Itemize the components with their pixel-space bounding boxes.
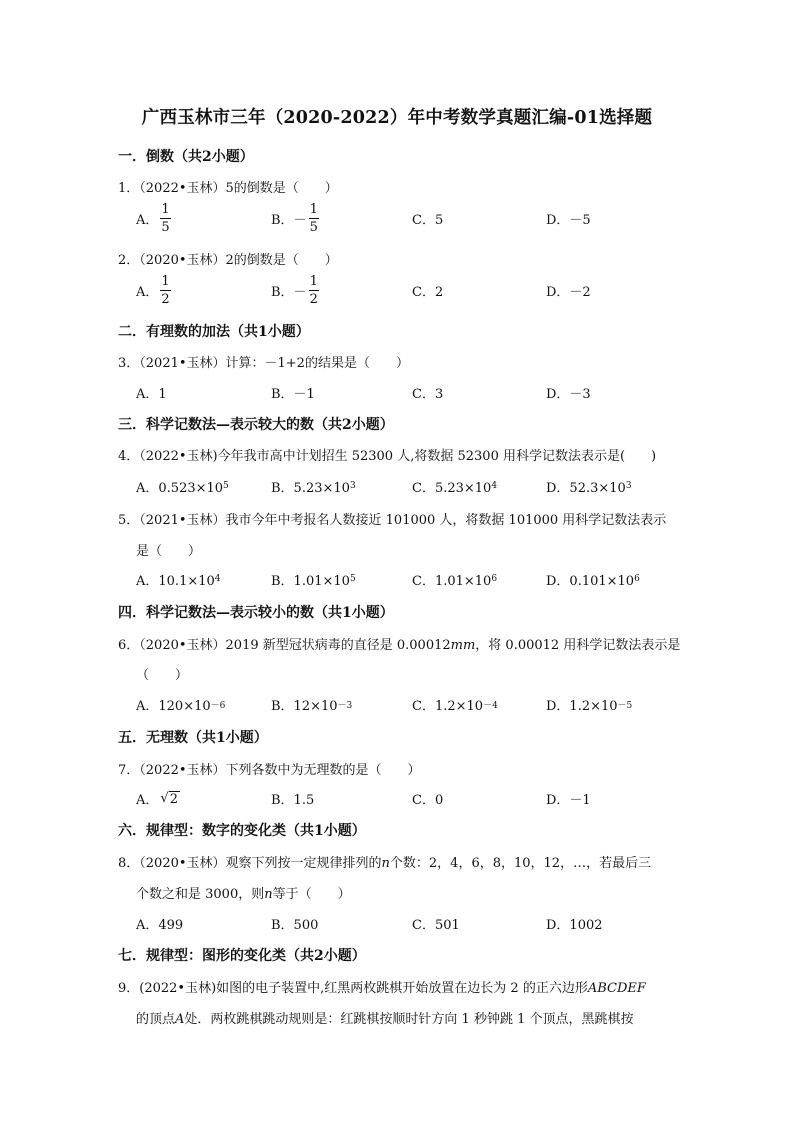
option-text: C．1.01×10 xyxy=(412,573,492,589)
question-6-options xyxy=(136,689,696,719)
variable-text: ABCDEF xyxy=(587,981,646,996)
stem-text: 6．（2020•玉林）2019 新型冠状病毒的直径是 0.00012 xyxy=(118,638,451,653)
option-d xyxy=(546,689,632,719)
stem-text: 个数：2，4，6，8，10，12，…，若最后三 xyxy=(389,856,652,871)
page-title: 广西玉林市三年（2020-2022）年中考数学真题汇编-01选择题 xyxy=(141,108,653,128)
exponent: －3 xyxy=(337,700,353,711)
option-text: B．5.23×10 xyxy=(271,480,350,496)
unit-text: mm xyxy=(450,638,476,653)
section-heading: 七．规律型：图形的变化类（共2小题） xyxy=(118,948,366,964)
option-text: A．10.1×10 xyxy=(136,573,215,589)
option-label: B．－ xyxy=(271,212,307,228)
denominator: 2 xyxy=(161,291,170,307)
section-heading: 一．倒数（共2小题） xyxy=(118,149,254,165)
section-heading: 六．规律型：数字的变化类（共1小题） xyxy=(118,823,366,839)
option-d: D．－5 xyxy=(546,212,591,228)
option-a xyxy=(136,689,225,719)
exponent: 4 xyxy=(491,481,498,491)
option-label: A． xyxy=(136,792,159,808)
exponent: 5 xyxy=(349,574,356,584)
exponent: 5 xyxy=(223,481,229,491)
option-a xyxy=(136,564,221,594)
exponent: 6 xyxy=(491,574,498,584)
stem-text: 处．两枚跳棋跳动规则是：红跳棋按顺时针方向 1 秒钟跳 1 个顶点，黑跳棋按 xyxy=(184,1012,634,1027)
numerator: 1 xyxy=(309,201,318,217)
question-2-options xyxy=(136,275,696,305)
question-5-stem-cont: 是（ ） xyxy=(136,544,202,559)
option-d: D．－1 xyxy=(546,792,591,808)
stem-text: 9．(2022•玉林)如图的电子装置中,红黑两枚跳棋开始放置在边长为 2 的正六边形 xyxy=(118,981,588,996)
question-8-stem xyxy=(118,852,651,871)
exponent: 4 xyxy=(214,574,221,584)
question-6-stem xyxy=(118,634,680,653)
option-a xyxy=(136,783,180,813)
option-text: B．1.01×10 xyxy=(271,573,350,589)
question-4-stem: 4．（2022•玉林)今年我市高中计划招生 52300 人,将数据 52300 用科学记数法表示是( ) xyxy=(118,449,657,464)
option-d: D．－3 xyxy=(546,386,591,402)
exponent: －4 xyxy=(483,700,498,711)
exponent: 3 xyxy=(625,481,632,491)
numerator: 1 xyxy=(309,273,318,289)
stem-text: ，将 0.00012 用科学记数法表示是 xyxy=(475,638,681,653)
radicand: 2 xyxy=(169,791,178,807)
option-label: A． xyxy=(136,284,159,300)
question-7-options xyxy=(136,783,696,813)
question-8-stem-cont xyxy=(136,883,351,902)
question-9-stem xyxy=(118,977,646,996)
exponent: －6 xyxy=(210,700,226,711)
variable-text: n xyxy=(381,856,390,871)
option-text: D．1.2×10 xyxy=(546,698,618,714)
radical-sign: √ xyxy=(160,790,169,806)
option-b: B．1.5 xyxy=(271,792,315,808)
question-6-stem-cont: （ ） xyxy=(136,668,189,683)
option-d: D．1002 xyxy=(546,917,603,933)
option-label: B．－ xyxy=(271,284,307,300)
option-b xyxy=(271,275,319,305)
question-8-options xyxy=(136,908,696,938)
option-text: C．1.2×10 xyxy=(412,698,484,714)
square-root xyxy=(160,791,180,806)
option-text: D．52.3×10 xyxy=(546,480,626,496)
option-c: C．501 xyxy=(412,917,460,933)
question-3-options xyxy=(136,377,696,407)
section-heading: 五．无理数（共1小题） xyxy=(118,730,268,746)
variable-text: n xyxy=(264,887,273,902)
question-5-options xyxy=(136,564,696,594)
question-7-stem: 7．（2022•玉林）下列各数中为无理数的是（ ） xyxy=(118,763,421,778)
option-a xyxy=(136,471,229,501)
section-heading: 三．科学记数法—表示较大的数（共2小题） xyxy=(118,417,394,433)
question-4-options xyxy=(136,471,696,501)
option-text: D．0.101×10 xyxy=(546,573,635,589)
question-1-stem: 1．（2022•玉林）5的倒数是（ ） xyxy=(118,181,338,196)
option-b: B．－1 xyxy=(271,386,315,402)
option-c: C．5 xyxy=(412,212,444,228)
option-d xyxy=(546,564,640,594)
question-5-stem: 5．（2021•玉林）我市今年中考报名人数接近 101000 人，将数据 101000 用科学记数法表示 xyxy=(118,513,667,528)
fraction xyxy=(160,203,170,234)
option-text: C．5.23×10 xyxy=(412,480,492,496)
option-text: B．12×10 xyxy=(271,698,338,714)
variable-text: A xyxy=(175,1012,185,1027)
fraction xyxy=(309,203,319,234)
denominator: 5 xyxy=(161,219,170,235)
option-a xyxy=(136,203,171,233)
stem-text: 等于（ ） xyxy=(272,887,351,902)
fraction xyxy=(160,275,170,306)
option-c: C．0 xyxy=(412,792,444,808)
question-1-options xyxy=(136,203,696,233)
option-b: B．500 xyxy=(271,917,319,933)
option-b xyxy=(271,471,356,501)
stem-text: 个数之和是 3000，则 xyxy=(136,887,265,902)
exponent: －5 xyxy=(617,700,633,711)
stem-text: 8．（2020•玉林）观察下列按一定规律排列的 xyxy=(118,856,382,871)
question-2-stem: 2．（2020•玉林）2的倒数是（ ） xyxy=(118,253,338,268)
numerator: 1 xyxy=(161,201,170,217)
option-b xyxy=(271,203,319,233)
option-a: A．1 xyxy=(136,386,167,402)
option-c: C．3 xyxy=(412,386,444,402)
option-b xyxy=(271,564,356,594)
option-text: A．120×10 xyxy=(136,698,211,714)
option-c xyxy=(412,471,497,501)
option-a: A．499 xyxy=(136,917,184,933)
exponent: 6 xyxy=(634,574,640,584)
fraction xyxy=(309,275,319,306)
question-9-stem-cont xyxy=(136,1008,633,1027)
option-text: A．0.523×10 xyxy=(136,480,224,496)
section-heading: 二．有理数的加法（共1小题） xyxy=(118,324,310,340)
question-3-stem: 3．（2021•玉林）计算：－1+2的结果是（ ） xyxy=(118,356,409,371)
option-d xyxy=(546,471,632,501)
section-heading: 四．科学记数法—表示较小的数（共1小题） xyxy=(118,605,394,621)
stem-text: 的顶点 xyxy=(136,1012,176,1027)
option-c xyxy=(412,689,498,719)
option-b xyxy=(271,689,352,719)
exponent: 3 xyxy=(349,481,356,491)
option-c xyxy=(412,564,497,594)
option-a xyxy=(136,275,171,305)
numerator: 1 xyxy=(161,273,170,289)
option-d: D．－2 xyxy=(546,284,591,300)
option-c: C．2 xyxy=(412,284,444,300)
option-label: A． xyxy=(136,212,159,228)
denominator: 2 xyxy=(309,291,318,307)
denominator: 5 xyxy=(309,219,318,235)
